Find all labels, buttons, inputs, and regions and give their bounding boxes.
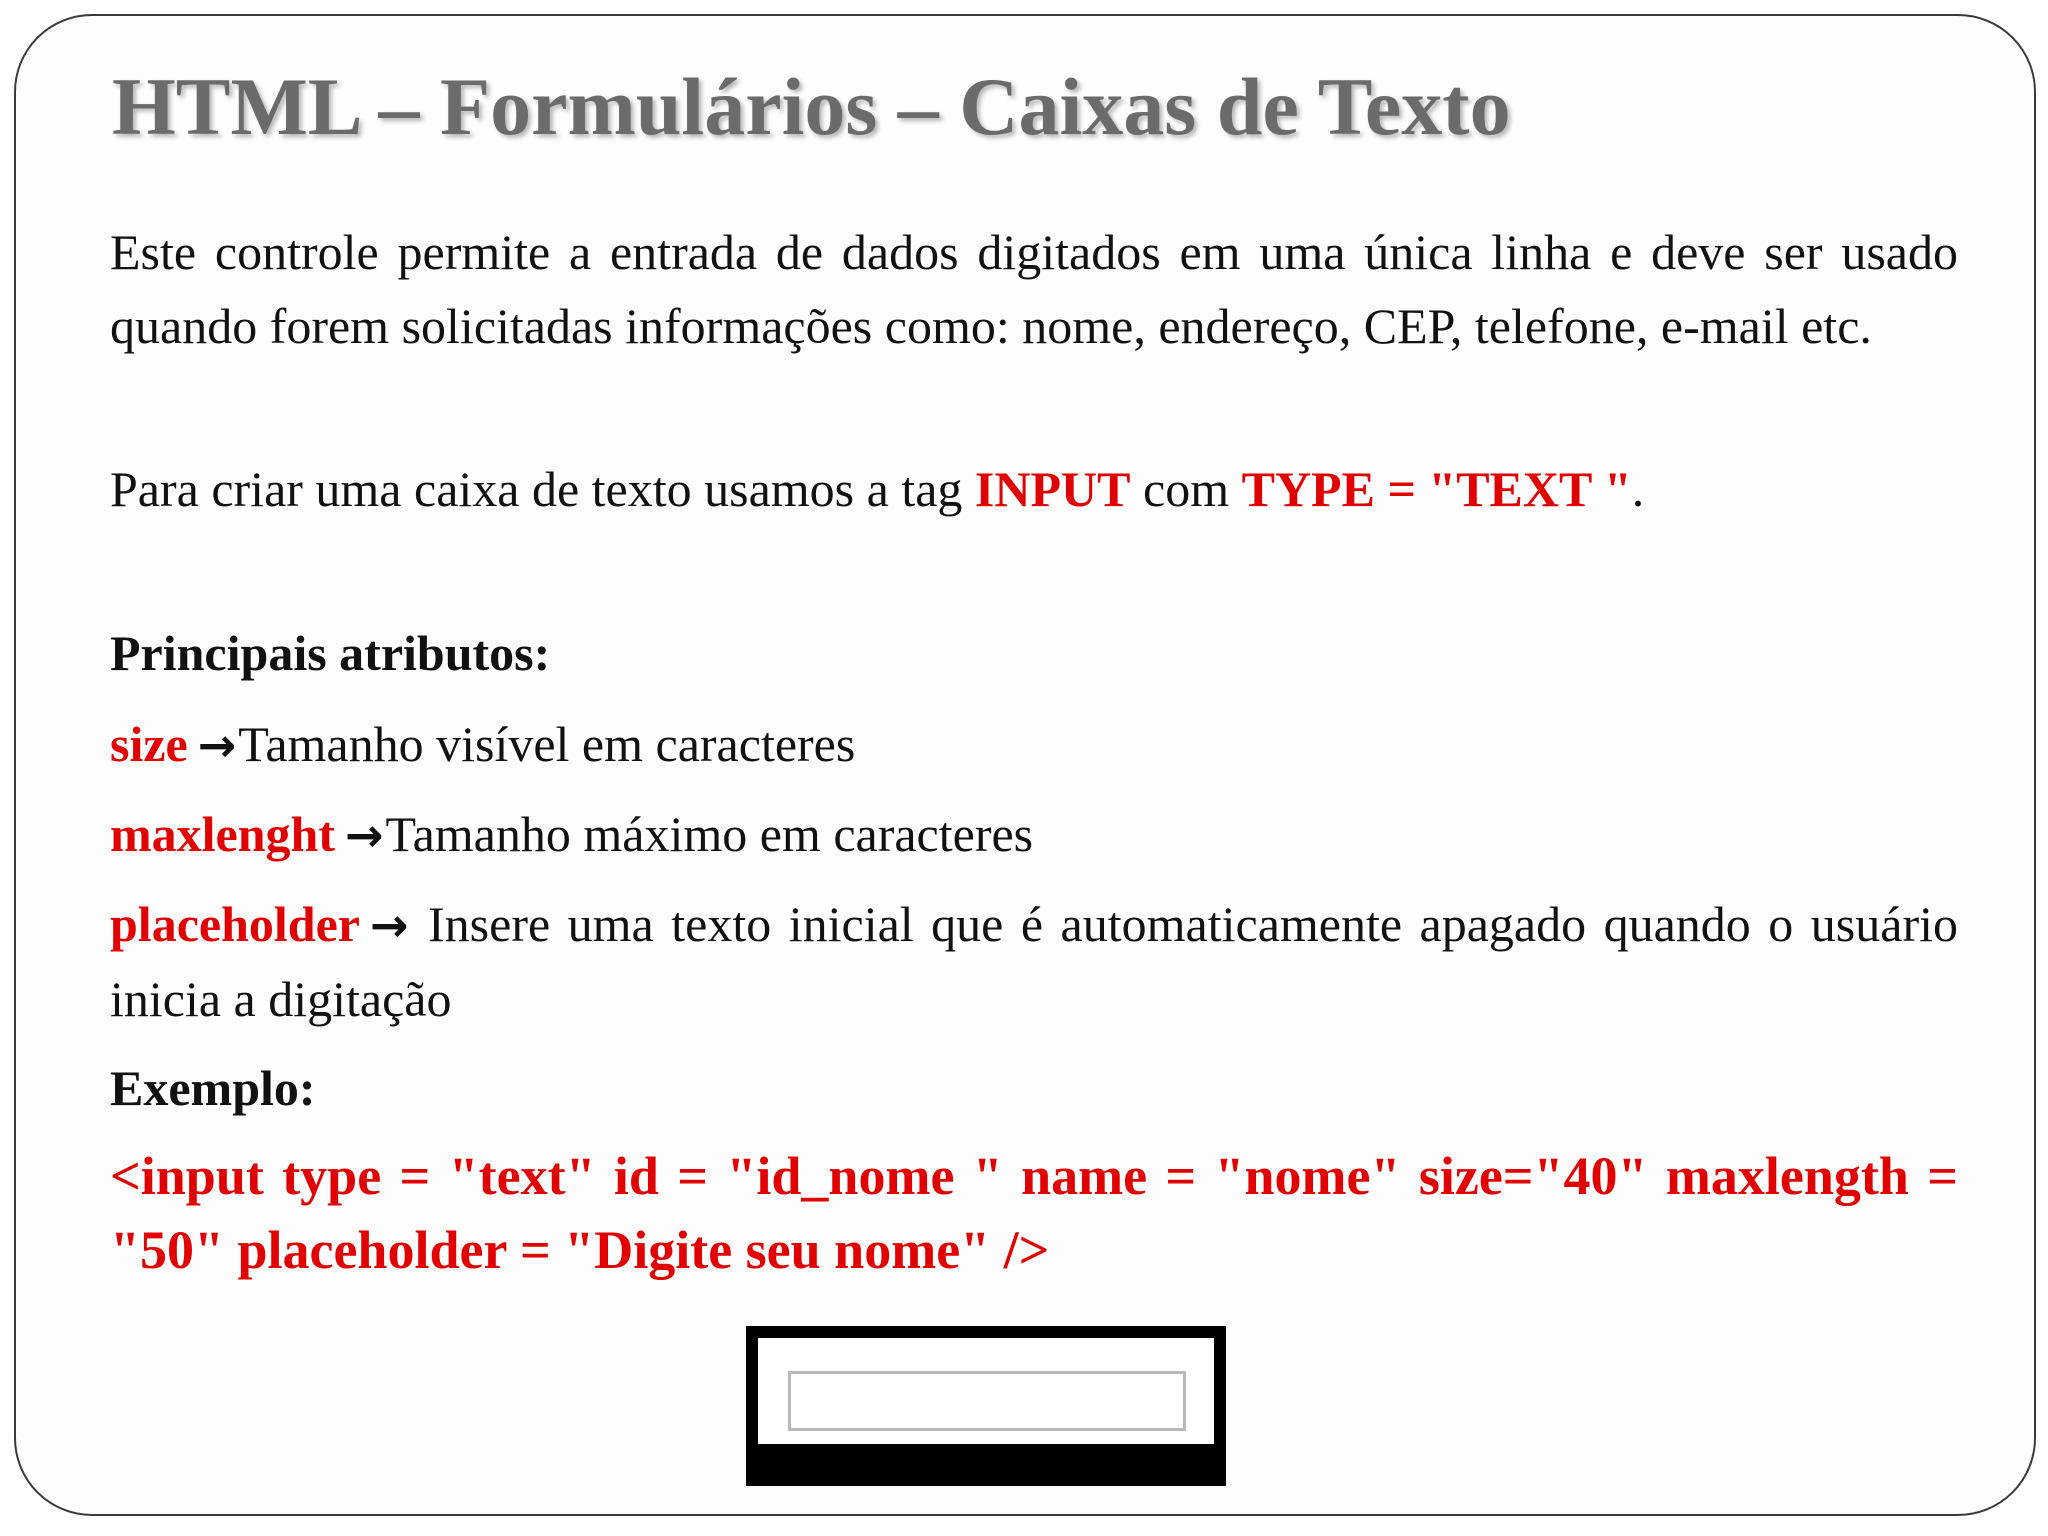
- attribute-description: Tamanho máximo em caracteres: [385, 806, 1034, 862]
- example-input-background: [758, 1338, 1214, 1444]
- intro-paragraph: Este controle permite a entrada de dados digitados em uma única linha e deve ser usado quando forem solicitadas informações como: nome, endereço, CEP, telefone, e-mail etc.: [110, 224, 1958, 354]
- attributes-heading: Principais atributos:: [110, 625, 551, 681]
- attribute-name: size: [110, 716, 188, 772]
- paragraph-text-before: Para criar uma caixa de texto usamos a tag: [110, 461, 975, 517]
- type-text-keyword: TYPE = "TEXT ": [1241, 461, 1632, 517]
- paragraph-text-middle: com: [1130, 461, 1242, 517]
- example-text-input: [788, 1371, 1186, 1431]
- example-code: <input type = "text" id = "id_nome " name = "nome" size="40" maxlength = "50" placeholder = "Digite seu nome" />: [110, 1146, 1958, 1280]
- arrow-right-icon: →: [369, 898, 409, 952]
- attribute-name: placeholder: [110, 896, 360, 952]
- attribute-placeholder: [110, 887, 1958, 1036]
- input-tag-keyword: INPUT: [974, 461, 1131, 517]
- arrow-right-icon: →: [197, 718, 237, 772]
- arrow-right-icon: →: [345, 808, 384, 862]
- slide-title: HTML – Formulários – Caixas de Texto: [112, 61, 1511, 152]
- input-tag-paragraph: [110, 452, 1958, 526]
- attribute-description: Insere uma texto inicial que é automaticamente apagado quando o usuário inicia a digitação: [110, 896, 1958, 1027]
- attribute-description: Tamanho visível em caracteres: [238, 716, 856, 772]
- attribute-maxlenght: [110, 797, 1958, 872]
- attribute-size: [110, 707, 1958, 782]
- paragraph-text-after: .: [1631, 461, 1645, 517]
- example-input-screenshot: [746, 1326, 1226, 1486]
- example-heading: Exemplo:: [110, 1060, 316, 1116]
- attribute-name: maxlenght: [110, 806, 335, 862]
